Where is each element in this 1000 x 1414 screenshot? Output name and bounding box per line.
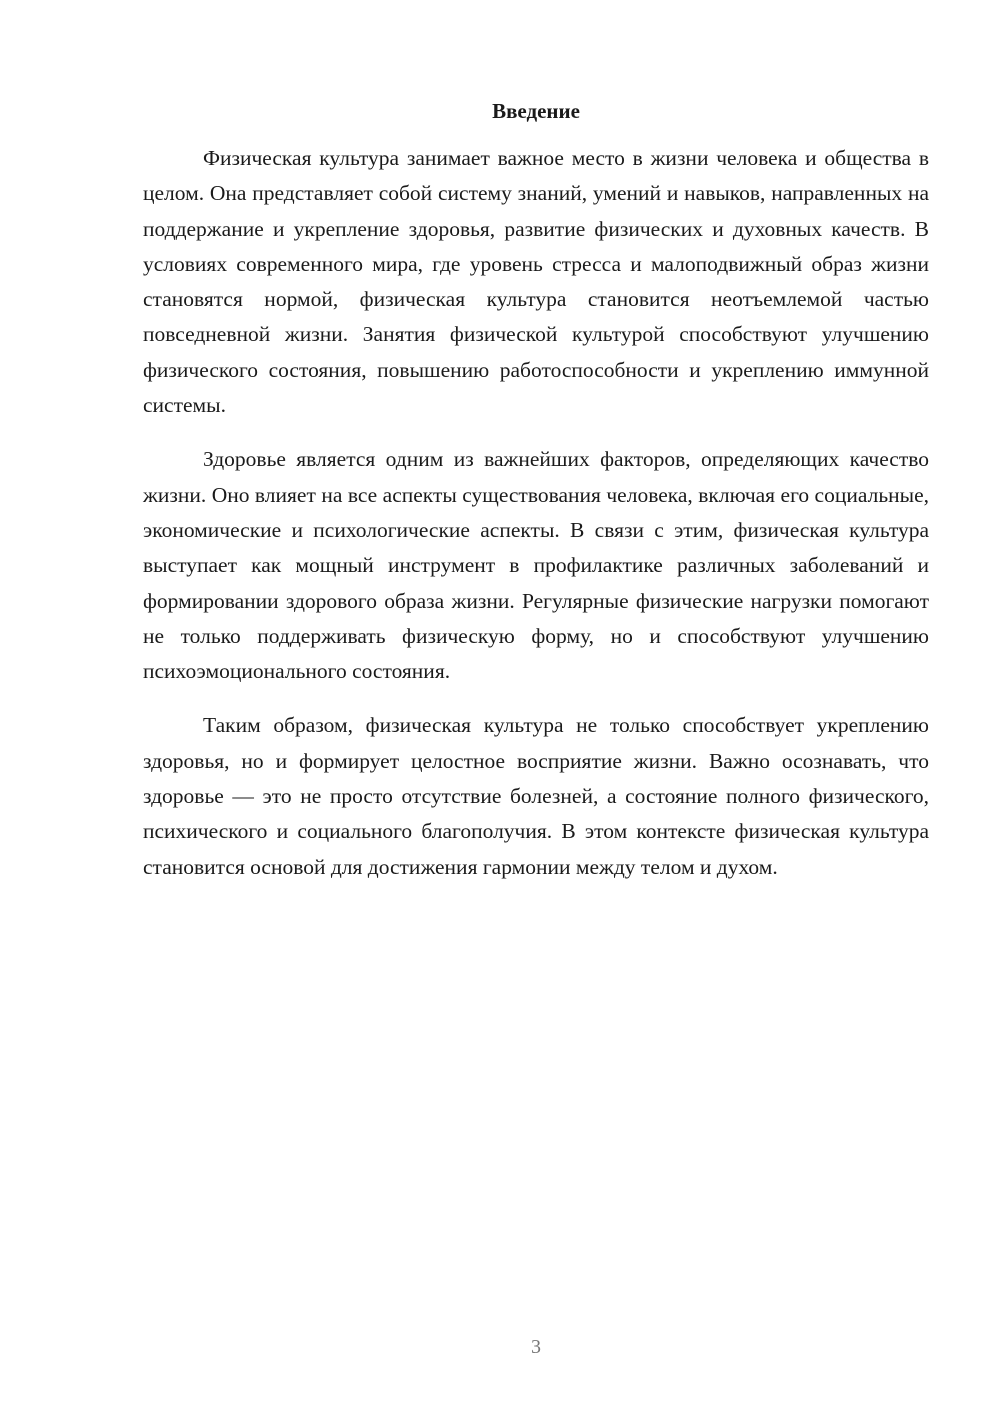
paragraph-2: Здоровье является одним из важнейших факторов, определяющих качество жизни. Оно влияет на все аспекты существования человека, включая его социальные, экономические и психологические аспекты. В связи с этим, физическая культура выступает как мощный инструмент в профилактике различных заболеваний и формировании здорового образа жизни. Регулярные физические нагрузки помогают не только поддерживать физическую форму, но и способствуют улучшению психоэмоционального состояния. <box>143 447 929 684</box>
document-body <box>143 141 929 904</box>
page-number: 3 <box>531 1336 541 1358</box>
page-title: Введение <box>492 99 580 123</box>
paragraph-1: Физическая культура занимает важное место в жизни человека и общества в целом. Она представляет собой систему знаний, умений и навыков, направленных на поддержание и укрепление здоровья, развитие физических и духовных качеств. В условиях современного мира, где уровень стресса и малоподвижный образ жизни становятся нормой, физическая культура становится неотъемлемой частью повседневной жизни. Занятия физической культурой способствуют улучшению физического состояния, повышению работоспособности и укреплению иммунной системы. <box>143 146 929 418</box>
paragraph-3: Таким образом, физическая культура не только способствует укреплению здоровья, но и формирует целостное восприятие жизни. Важно осознавать, что здоровье — это не просто отсутствие болезней, а состояние полного физического, психического и социального благополучия. В этом контексте физическая культура становится основой для достижения гармонии между телом и духом. <box>143 713 929 879</box>
